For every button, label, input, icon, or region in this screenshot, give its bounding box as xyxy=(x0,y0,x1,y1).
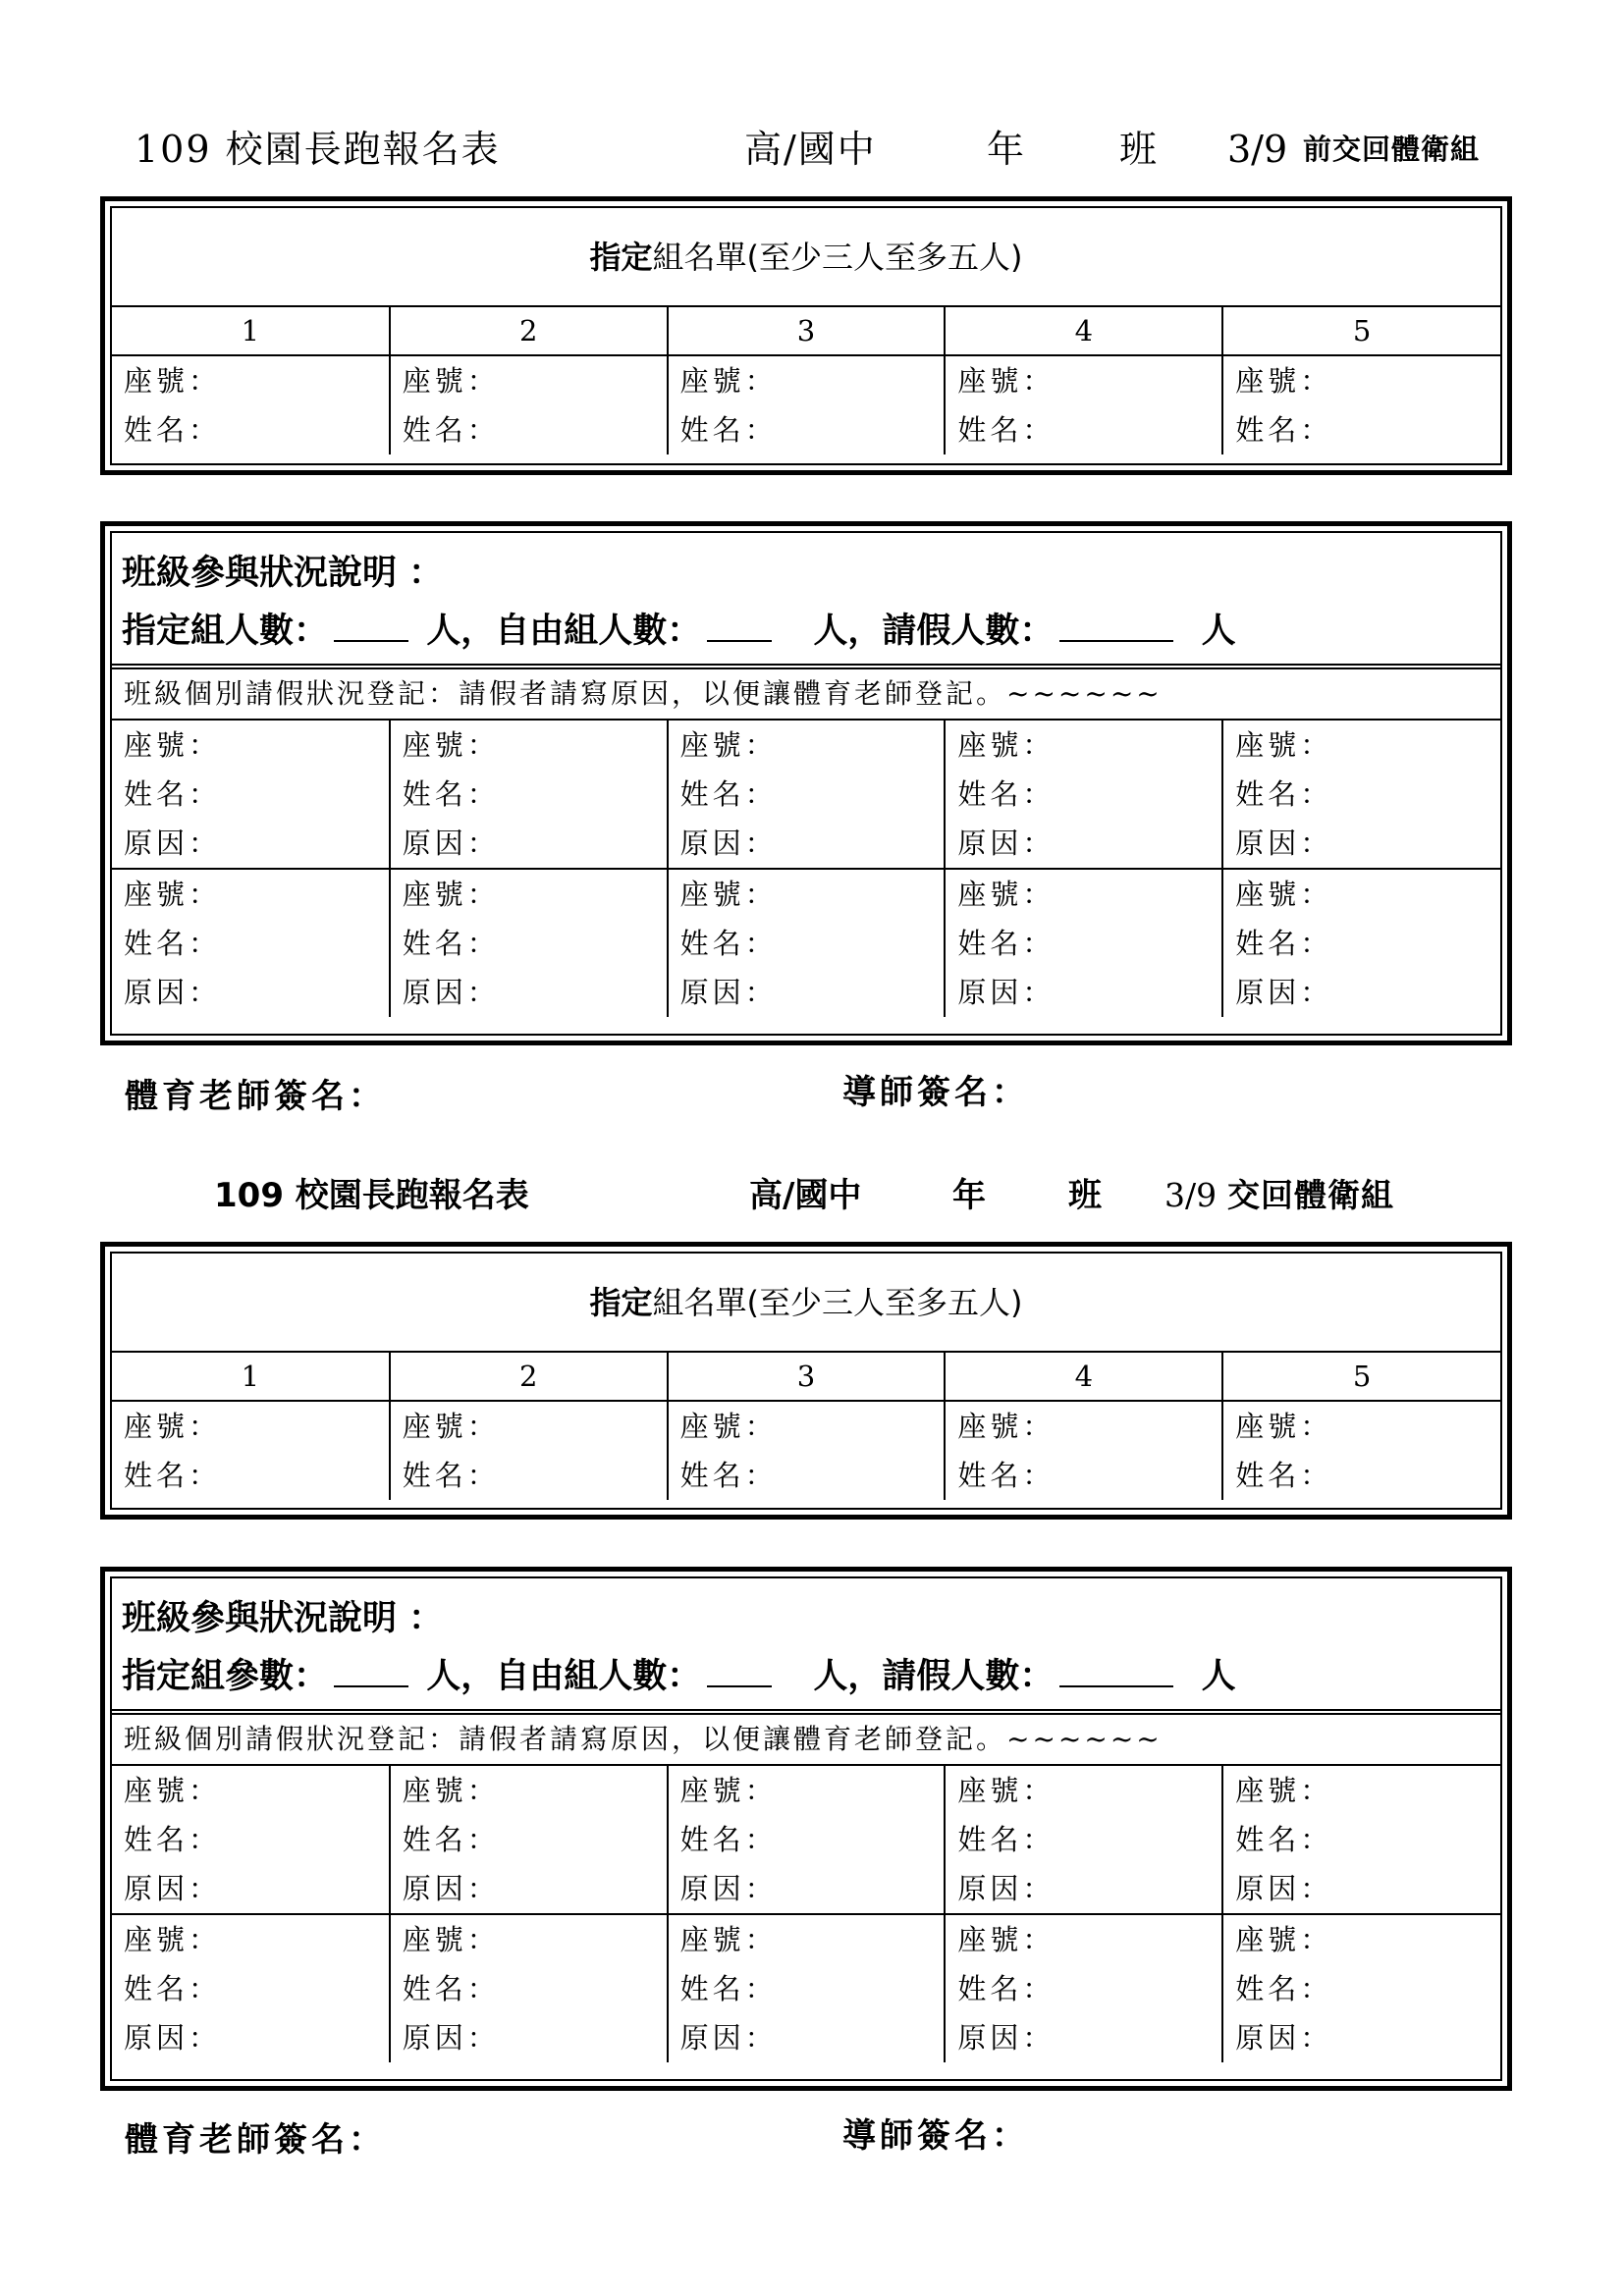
seat-field[interactable]: 座號： xyxy=(679,364,778,398)
leave-slot[interactable] xyxy=(1222,721,1500,868)
member-slot[interactable] xyxy=(112,1401,390,1500)
name-field[interactable]: 姓名： xyxy=(1235,1823,1333,1856)
seat-field[interactable]: 座號： xyxy=(957,1774,1056,1807)
leave-slot[interactable] xyxy=(1222,870,1500,1017)
name-field[interactable]: 姓名： xyxy=(1235,1972,1333,2005)
name-field[interactable]: 姓名： xyxy=(124,1459,222,1492)
leave-slot[interactable] xyxy=(668,1766,946,1913)
unit-label: 人 xyxy=(1201,1657,1236,1696)
reason-field[interactable]: 原因： xyxy=(402,976,500,1009)
pe-teacher-signature[interactable]: 體育老師簽名： xyxy=(125,1077,386,1116)
name-field[interactable]: 姓名： xyxy=(402,413,500,447)
name-field[interactable]: 姓名： xyxy=(402,1459,500,1492)
name-field[interactable]: 姓名： xyxy=(679,927,778,960)
name-field[interactable]: 姓名： xyxy=(957,1459,1056,1492)
seat-field[interactable]: 座號： xyxy=(957,1410,1056,1443)
reason-field[interactable]: 原因： xyxy=(957,976,1056,1009)
reason-field[interactable]: 原因： xyxy=(1235,1872,1333,1905)
reason-field[interactable]: 原因： xyxy=(124,1872,222,1905)
deadline-date: 3/9 xyxy=(1164,1176,1218,1214)
member-slot[interactable] xyxy=(668,355,946,454)
name-field[interactable]: 姓名： xyxy=(679,1823,778,1856)
unit-label: 人 xyxy=(1201,612,1236,651)
col-3: 3 xyxy=(668,307,946,355)
count-line xyxy=(122,604,1500,659)
member-slot[interactable] xyxy=(390,1401,668,1500)
seat-field[interactable]: 座號： xyxy=(679,878,778,911)
homeroom-signature[interactable]: 導師簽名： xyxy=(842,1073,1029,1112)
leave-slot[interactable] xyxy=(668,721,946,868)
free-count-label: 人，自由組人數： xyxy=(426,1657,702,1696)
name-field[interactable]: 姓名： xyxy=(957,413,1056,447)
name-field[interactable]: 姓名： xyxy=(679,1459,778,1492)
leave-note: 班級個別請假狀況登記：請假者請寫原因，以便讓體育老師登記。~~~~~~ xyxy=(112,1715,1500,1766)
leave-slot[interactable] xyxy=(112,721,390,868)
seat-field[interactable]: 座號： xyxy=(402,1774,500,1807)
leave-count-blank[interactable] xyxy=(1059,1654,1173,1687)
name-field[interactable]: 姓名： xyxy=(957,777,1056,811)
heading-rest: 組名單(至少三人至多五人) xyxy=(652,1284,1023,1321)
reason-field[interactable]: 原因： xyxy=(124,976,222,1009)
seat-field[interactable]: 座號： xyxy=(402,364,500,398)
name-field[interactable]: 姓名： xyxy=(402,927,500,960)
name-field[interactable]: 姓名： xyxy=(957,1823,1056,1856)
seat-field[interactable]: 座號： xyxy=(402,728,500,762)
leave-slot[interactable] xyxy=(945,721,1222,868)
form-title-row-1 xyxy=(0,120,1624,179)
reason-field[interactable]: 原因： xyxy=(1235,827,1333,860)
leave-slot[interactable] xyxy=(390,870,668,1017)
seat-field[interactable]: 座號： xyxy=(124,1923,222,1956)
member-slot[interactable] xyxy=(390,355,668,454)
name-field[interactable]: 姓名： xyxy=(957,927,1056,960)
leave-row xyxy=(112,1915,1500,2062)
class-label: 班 xyxy=(1068,1176,1102,1215)
reason-field[interactable]: 原因： xyxy=(679,2021,778,2055)
deadline-note: 前交回體衛組 xyxy=(1303,133,1481,166)
count-line xyxy=(122,1649,1500,1704)
seat-field[interactable]: 座號： xyxy=(957,728,1056,762)
name-field[interactable]: 姓名： xyxy=(1235,927,1333,960)
leave-count-blank[interactable] xyxy=(1059,609,1173,642)
seat-field[interactable]: 座號： xyxy=(957,878,1056,911)
heading-bold: 指定 xyxy=(589,1284,653,1321)
col-1: 1 xyxy=(112,1353,390,1401)
leave-slot[interactable] xyxy=(112,1915,390,2062)
leave-slot[interactable] xyxy=(390,1766,668,1913)
seat-field[interactable]: 座號： xyxy=(679,1923,778,1956)
heading-bold: 指定 xyxy=(589,239,653,276)
seat-field[interactable]: 座號： xyxy=(1235,728,1333,762)
status-title: 班級參與狀況說明 ： xyxy=(122,554,444,593)
assigned-count-label: 指定組參數： xyxy=(122,1657,329,1696)
status-table-2 xyxy=(100,1567,1512,2091)
leave-slot[interactable] xyxy=(390,1915,668,2062)
seat-field[interactable]: 座號： xyxy=(124,728,222,762)
reason-field[interactable]: 原因： xyxy=(957,827,1056,860)
reason-field[interactable]: 原因： xyxy=(679,1872,778,1905)
school-level: 高/國中 xyxy=(749,1176,862,1215)
seat-field[interactable]: 座號： xyxy=(124,878,222,911)
reason-field[interactable]: 原因： xyxy=(679,976,778,1009)
seat-field[interactable]: 座號： xyxy=(124,1410,222,1443)
free-count-blank[interactable] xyxy=(707,609,772,642)
col-4: 4 xyxy=(945,1353,1222,1401)
leave-count-label: 人，請假人數： xyxy=(813,612,1055,651)
seat-field[interactable]: 座號： xyxy=(1235,1923,1333,1956)
free-count-blank[interactable] xyxy=(707,1654,772,1687)
leave-count-label: 人，請假人數： xyxy=(813,1657,1055,1696)
member-slot[interactable] xyxy=(668,1401,946,1500)
leave-slot[interactable] xyxy=(945,1915,1222,2062)
status-table-1 xyxy=(100,521,1512,1045)
name-field[interactable]: 姓名： xyxy=(1235,777,1333,811)
seat-field[interactable]: 座號： xyxy=(957,1923,1056,1956)
reason-field[interactable]: 原因： xyxy=(957,1872,1056,1905)
class-label: 班 xyxy=(1119,128,1158,171)
name-field[interactable]: 姓名： xyxy=(957,1972,1056,2005)
name-field[interactable]: 姓名： xyxy=(679,1972,778,2005)
name-field[interactable]: 姓名： xyxy=(124,777,222,811)
seat-field[interactable]: 座號： xyxy=(679,1774,778,1807)
reason-field[interactable]: 原因： xyxy=(957,2021,1056,2055)
member-slot[interactable] xyxy=(1222,1401,1500,1500)
seat-field[interactable]: 座號： xyxy=(1235,1410,1333,1443)
group-table-2 xyxy=(100,1242,1512,1520)
leave-row xyxy=(112,1766,1500,1915)
reason-field[interactable]: 原因： xyxy=(1235,2021,1333,2055)
reason-field[interactable]: 原因： xyxy=(679,827,778,860)
year-label: 年 xyxy=(987,128,1025,171)
pe-teacher-signature[interactable]: 體育老師簽名： xyxy=(125,2120,386,2160)
leave-slot[interactable] xyxy=(1222,1766,1500,1913)
reason-field[interactable]: 原因： xyxy=(402,827,500,860)
leave-row xyxy=(112,721,1500,870)
seat-field[interactable]: 座號： xyxy=(402,1923,500,1956)
free-count-label: 人，自由組人數： xyxy=(426,612,702,651)
name-field[interactable]: 姓名： xyxy=(1235,413,1333,447)
reason-field[interactable]: 原因： xyxy=(124,2021,222,2055)
name-field[interactable]: 姓名： xyxy=(402,777,500,811)
seat-field[interactable]: 座號： xyxy=(679,1410,778,1443)
year-label: 年 xyxy=(952,1176,986,1215)
leave-slot[interactable] xyxy=(945,870,1222,1017)
group-table-1 xyxy=(100,196,1512,475)
leave-slot[interactable] xyxy=(668,1915,946,2062)
reason-field[interactable]: 原因： xyxy=(402,1872,500,1905)
name-field[interactable]: 姓名： xyxy=(1235,1459,1333,1492)
name-field[interactable]: 姓名： xyxy=(402,1972,500,2005)
name-field[interactable]: 姓名： xyxy=(124,1823,222,1856)
leave-row xyxy=(112,870,1500,1017)
assigned-count-label: 指定組人數： xyxy=(122,612,329,651)
name-field[interactable]: 姓名： xyxy=(679,777,778,811)
seat-field[interactable]: 座號： xyxy=(124,364,222,398)
member-slot[interactable] xyxy=(112,355,390,454)
leave-slot[interactable] xyxy=(945,1766,1222,1913)
form-title-row-2 xyxy=(0,1166,1624,1225)
leave-slot[interactable] xyxy=(1222,1915,1500,2062)
member-slot[interactable] xyxy=(945,1401,1222,1500)
seat-field[interactable]: 座號： xyxy=(1235,364,1333,398)
assigned-count-blank[interactable] xyxy=(334,609,408,642)
leave-note: 班級個別請假狀況登記：請假者請寫原因，以便讓體育老師登記。~~~~~~ xyxy=(112,669,1500,721)
col-2: 2 xyxy=(390,1353,668,1401)
name-field[interactable]: 姓名： xyxy=(124,413,222,447)
col-3: 3 xyxy=(668,1353,946,1401)
status-heading xyxy=(112,1578,1500,1715)
col-5: 5 xyxy=(1222,1353,1500,1401)
form-title: 109 校園長跑報名表 xyxy=(214,1176,529,1215)
col-1: 1 xyxy=(112,307,390,355)
deadline-date: 3/9 xyxy=(1227,128,1288,171)
name-field[interactable]: 姓名： xyxy=(679,413,778,447)
member-slot[interactable] xyxy=(1222,355,1500,454)
group-table-heading xyxy=(112,208,1500,307)
reason-field[interactable]: 原因： xyxy=(402,2021,500,2055)
leave-slot[interactable] xyxy=(112,870,390,1017)
heading-rest: 組名單(至少三人至多五人) xyxy=(652,239,1023,276)
seat-field[interactable]: 座號： xyxy=(679,728,778,762)
name-field[interactable]: 姓名： xyxy=(124,1972,222,2005)
group-table-heading xyxy=(112,1254,1500,1353)
leave-slot[interactable] xyxy=(390,721,668,868)
seat-field[interactable]: 座號： xyxy=(124,1774,222,1807)
form-title: 109 校園長跑報名表 xyxy=(135,128,501,171)
school-level: 高/國中 xyxy=(744,128,877,171)
col-5: 5 xyxy=(1222,307,1500,355)
reason-field[interactable]: 原因： xyxy=(1235,976,1333,1009)
leave-slot[interactable] xyxy=(668,870,946,1017)
status-heading xyxy=(112,533,1500,669)
reason-field[interactable]: 原因： xyxy=(124,827,222,860)
seat-field[interactable]: 座號： xyxy=(1235,1774,1333,1807)
homeroom-signature[interactable]: 導師簽名： xyxy=(842,2116,1029,2156)
seat-field[interactable]: 座號： xyxy=(957,364,1056,398)
group-members-grid xyxy=(112,307,1500,454)
group-members-grid xyxy=(112,1353,1500,1500)
seat-field[interactable]: 座號： xyxy=(402,1410,500,1443)
member-slot[interactable] xyxy=(945,355,1222,454)
leave-slot[interactable] xyxy=(112,1766,390,1913)
status-title: 班級參與狀況說明 ： xyxy=(122,1599,444,1638)
col-2: 2 xyxy=(390,307,668,355)
seat-field[interactable]: 座號： xyxy=(402,878,500,911)
name-field[interactable]: 姓名： xyxy=(402,1823,500,1856)
assigned-count-blank[interactable] xyxy=(334,1654,408,1687)
col-4: 4 xyxy=(945,307,1222,355)
deadline-note: 交回體衛組 xyxy=(1227,1176,1394,1214)
name-field[interactable]: 姓名： xyxy=(124,927,222,960)
seat-field[interactable]: 座號： xyxy=(1235,878,1333,911)
